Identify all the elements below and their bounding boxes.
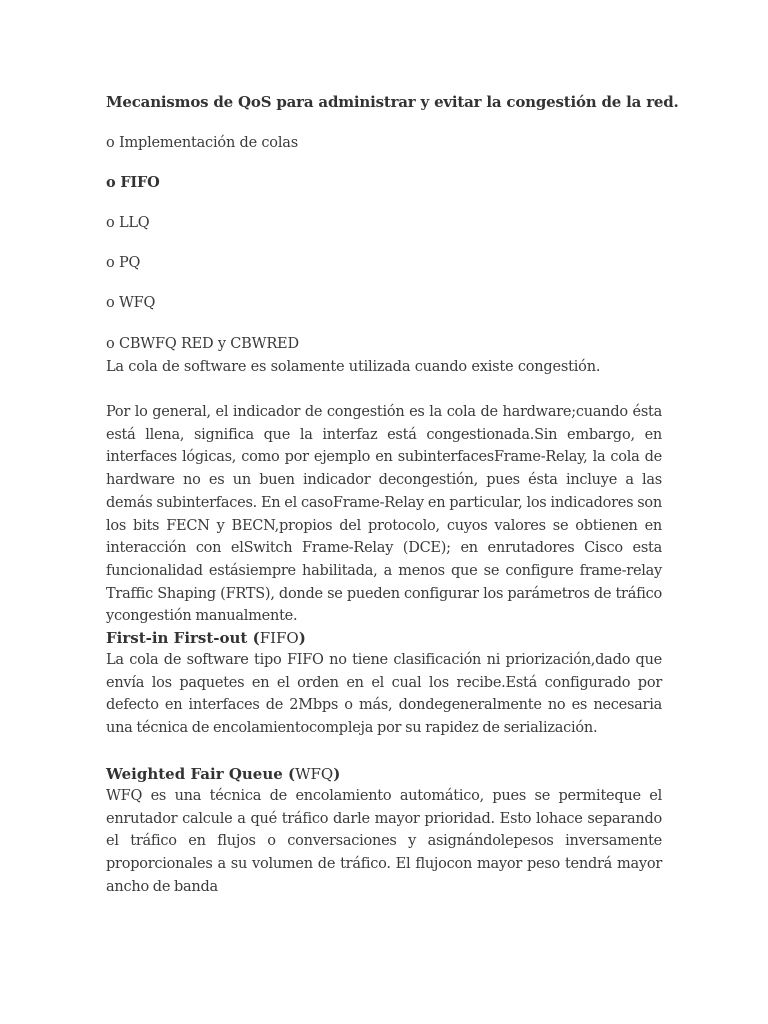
fifo-heading-close: ) <box>298 629 306 647</box>
list-item-wfq: o WFQ <box>106 295 156 311</box>
paragraph-congestion: Por lo general, el indicador de congestión es la cola de hardware;cuando ésta está llena, significa que la interfaz está congestionada.Sin embargo, en interfaces lógicas, como por ejemplo en subinterfacesFrame-Relay, la cola de hardware no es un buen indicador decongestión, pues ésta incluye a las demás subinterfaces. En el casoFrame-Relay en particular, los indicadores son los bits FECN y BECN,propios del protocolo, cuyos valores se obtienen en interacción con elSwitch Frame-Relay (DCE); en enrutadores Cisco esta funcionalidad estásiempre habilitada, a menos que se configure frame-relay Traffic Shaping (FRTS), donde se pueden configurar los parámetros de tráfico ycongestión manualmente. <box>106 404 662 625</box>
wfq-heading <box>106 764 340 784</box>
wfq-heading-close: ) <box>333 765 341 783</box>
list-item-llq: o LLQ <box>106 215 150 231</box>
list-item-fifo: o FIFO <box>106 174 160 191</box>
intro-text: La cola de software es solamente utilizada cuando existe congestión. <box>106 359 601 375</box>
list-item-pq: o PQ <box>106 255 141 271</box>
fifo-heading-bold: First-in First-out ( <box>106 629 260 647</box>
fifo-heading-acronym: FIFO <box>259 629 299 647</box>
list-item-cbwfq: o CBWFQ RED y CBWRED <box>106 336 299 352</box>
document-title: Mecanismos de QoS para administrar y evitar la congestión de la red. <box>106 93 679 111</box>
fifo-heading <box>106 628 306 648</box>
wfq-heading-acronym: WFQ <box>295 765 334 783</box>
list-item-colas: o Implementación de colas <box>106 135 298 151</box>
wfq-heading-bold: Weighted Fair Queue ( <box>106 765 296 783</box>
wfq-paragraph: WFQ es una técnica de encolamiento automático, pues se permiteque el enrutador calcule a qué tráfico darle mayor prioridad. Esto lohace separando el tráfico en flujos o conversaciones y asignándolepesos inversamente proporcionales a su volumen de tráfico. El flujocon mayor peso tendrá mayor ancho de banda <box>106 788 662 895</box>
fifo-paragraph: La cola de software tipo FIFO no tiene clasificación ni priorización,dado que envía los paquetes en el orden en el cual los recibe.Está configurado por defecto en interfaces de 2Mbps o más, dondegeneralmente no es necesaria una técnica de encolamientocompleja por su rapidez de serialización. <box>106 652 662 737</box>
